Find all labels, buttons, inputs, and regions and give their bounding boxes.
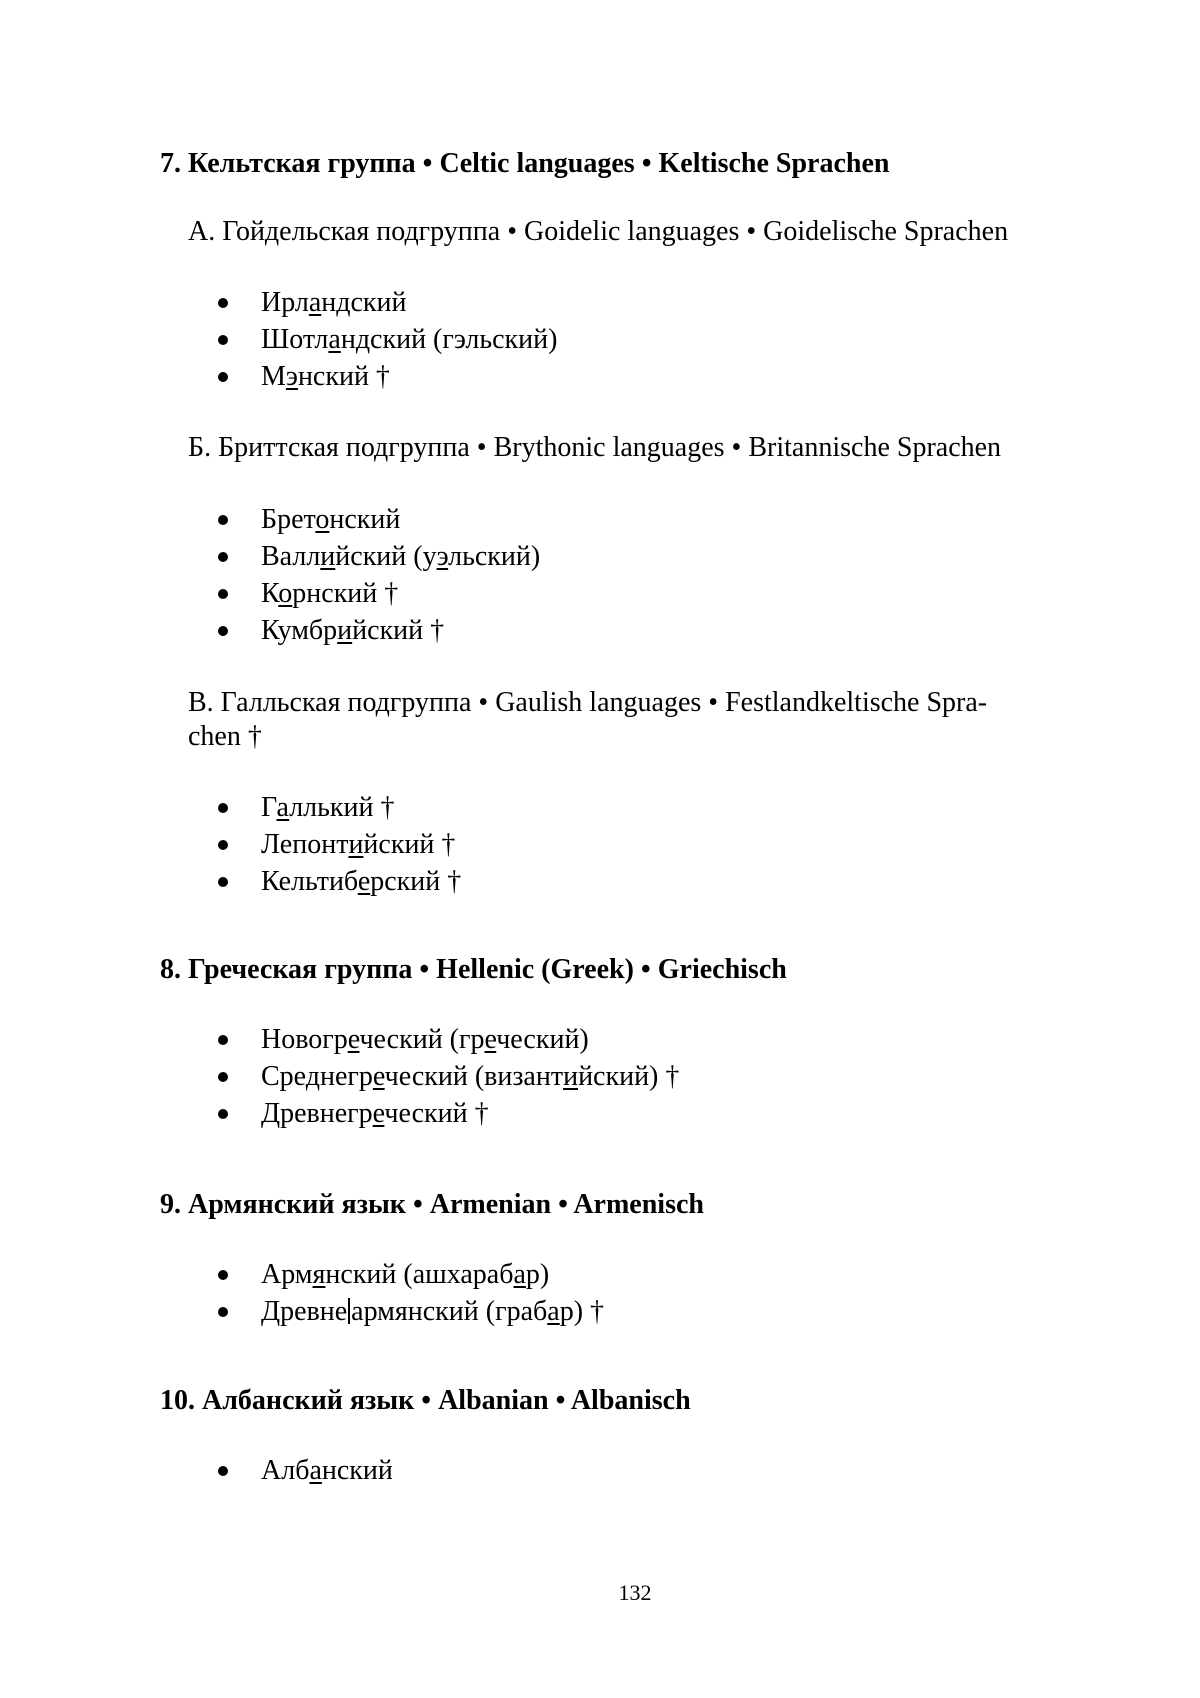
bullet-icon bbox=[218, 589, 228, 599]
bullet-icon bbox=[218, 515, 228, 525]
bullet-icon bbox=[218, 1270, 228, 1280]
subgroup-title-line: chen † bbox=[188, 721, 262, 752]
section-heading-celtic: 7. Кельтская группа • Celtic languages • Keltische Sprachen bbox=[160, 148, 890, 179]
subgroup-title-line: В. Галльская подгруппа • Gaulish languages • Festlandkeltische Spra- bbox=[188, 687, 988, 718]
bullet-icon bbox=[218, 298, 228, 308]
bullet-icon bbox=[218, 1072, 228, 1082]
section-heading-hellenic: 8. Греческая группа • Hellenic (Greek) • Griechisch bbox=[160, 954, 787, 985]
bullet-icon bbox=[218, 1307, 228, 1317]
morpheme-separator bbox=[348, 1298, 350, 1324]
subgroup-title-goidelic: А. Гойдельская подгруппа • Goidelic languages • Goidelische Sprachen bbox=[188, 216, 1009, 247]
section-heading-albanian: 10. Албанский язык • Albanian • Albanisch bbox=[160, 1385, 691, 1416]
bullet-icon bbox=[218, 626, 228, 636]
bullet-icon bbox=[218, 1466, 228, 1476]
section-heading-armenian: 9. Армянский язык • Armenian • Armenisch bbox=[160, 1189, 704, 1220]
bullet-icon bbox=[218, 552, 228, 562]
bullet-icon bbox=[218, 803, 228, 813]
bullet-icon bbox=[218, 1109, 228, 1119]
page-number: 132 bbox=[618, 1580, 652, 1605]
subgroup-title-gaulish bbox=[188, 686, 987, 754]
bullet-icon bbox=[218, 1035, 228, 1045]
document-page: 7. Кельтская группа • Celtic languages • Keltische Sprachen А. Гойдельская подгруппа • Goidelic languages • Goidelische Sprachen Ирландский Шотландский (гэльский) Мэнский † Б. Бриттская подгруппа • Brythonic languages • Britannische Sprachen Бретонский Валлийский (уэльский) Корнский † Кумбрийский † В. Галльская подгруппа • Gaulish languages • Festlandkeltische Spra- chen † Галлький † Лепонтийский † Кельтиберский † 8. Греческая группа • Hellenic (Greek) • Griechisch Новогреческий (греческий) Среднегреческий (византийский) † Древнегреческий † 9. Армянский язык • Armenian • Armenisch Армянский (ашхарабар) Древне армянский (грабар) † 10. Албанский язык • Albanian • Albanisch Албанский 132 bbox=[0, 0, 1200, 1698]
bullet-icon bbox=[218, 840, 228, 850]
subgroup-title-brythonic: Б. Бриттская подгруппа • Brythonic languages • Britannische Sprachen bbox=[188, 432, 1002, 463]
bullet-icon bbox=[218, 372, 228, 382]
bullet-icon bbox=[218, 335, 228, 345]
bullet-icon bbox=[218, 877, 228, 887]
